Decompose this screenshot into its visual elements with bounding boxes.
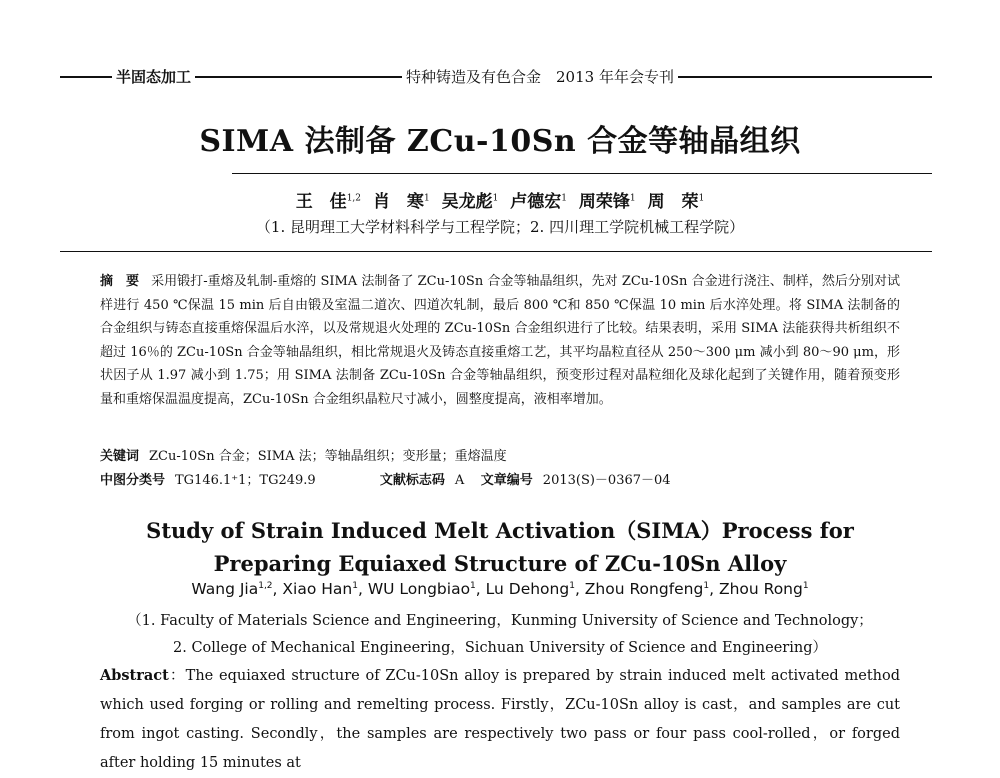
affiliation-en-line2: 2. College of Mechanical Engineering，Sichuan University of Science and Engineering） <box>173 640 827 656</box>
author-en: Lu Dehong$^1$ <box>485 580 575 598</box>
running-header-left: 半固态加工 <box>112 66 195 87</box>
title-en-line2: Preparing Equiaxed Structure of ZCu-10Sn Alloy <box>213 551 787 576</box>
clc-label: 中图分类号 <box>100 473 166 488</box>
author-list-en: Wang Jia$^{1,2}$, Xiao Han$^1$, WU Longbiao$^1$, Lu Dehong$^1$, Zhou Rongfeng$^1$, Zhou Rong$^1$ <box>191 580 809 598</box>
author-cn: 肖 寒$^1$ <box>372 192 430 212</box>
author-en: Zhou Rong$^1$ <box>718 580 809 598</box>
article-number-value: 2013(S)－0367－04 <box>542 473 671 488</box>
author-list-cn <box>0 187 1000 212</box>
abstract-en <box>100 661 900 778</box>
author-cn: 吴龙彪$^1$ <box>441 192 499 212</box>
doc-code-label: 文献标志码 <box>379 473 445 488</box>
paper-title-en <box>0 514 1000 580</box>
doc-code-value: A <box>454 473 465 488</box>
running-header-right: 特种铸造及有色合金 2013 年年会专刊 <box>402 66 678 87</box>
author-en: Xiao Han$^1$ <box>282 580 358 598</box>
affiliation-divider <box>60 251 932 252</box>
affiliation-en-line1: （1. Faculty of Materials Science and Engineering，Kunming University of Science and Technology； <box>127 613 873 629</box>
abstract-cn-label: 摘 要 <box>100 274 140 289</box>
article-number-label: 文章编号 <box>480 473 533 488</box>
author-cn: 周 荣$^1$ <box>647 192 705 212</box>
abstract-cn-text: 采用锻打-重熔及轧制-重熔的 SIMA 法制备了 ZCu-10Sn 合金等轴晶组织，先对 ZCu-10Sn 合金进行浇注、制样，然后分别对试样进行 450 ℃保温 15 min 后自由锻及室温二道次、四道次轧制，最后 800 ℃和 850 ℃保温 10 min 后水淬处理。将 SIMA 法制备的合金组织与铸态直接重熔保温后水淬，以及常规退火处理的 ZCu-10Sn 合金组织进行了比较。结果表明，采用 SIMA 法能获得共析组织不超过 16％的 ZCu-10Sn 合金等轴晶组织，相比常规退火及铸态直接重熔工艺，其平均晶粒直径从 250～300 μm 减小到 80～90 μm，形状因子从 1.97 减小到 1.75；用 SIMA 法制备 ZCu-10Sn 合金等轴晶组织，预变形过程对晶粒细化及球化起到了关键作用，随着预变形量和重熔保温温度提高，ZCu-10Sn 合金组织晶粒尺寸减小，圆整度提高，液相率增加。 <box>100 274 900 407</box>
keywords-text: ZCu-10Sn 合金；SIMA 法；等轴晶组织；变形量；重熔温度 <box>149 449 507 464</box>
abstract-en-label: Abstract <box>100 667 169 684</box>
clc-value: TG146.1⁺1；TG249.9 <box>175 473 316 488</box>
keywords-cn <box>100 445 507 464</box>
author-en: Wang Jia$^{1,2}$ <box>191 580 273 598</box>
title-divider <box>232 173 932 174</box>
author-cn: 王 佳$^{1,2}$ <box>295 192 362 212</box>
author-cn: 卢德宏$^1$ <box>510 192 567 212</box>
paper-title-cn: SIMA 法制备 ZCu-10Sn 合金等轴晶组织 <box>199 124 801 159</box>
abstract-en-text: ：The equiaxed structure of ZCu-10Sn alloy is prepared by strain induced melt activated method which used forging or rolling and remelting process. Firstly，ZCu-10Sn alloy is cast，and samples are cut from ingot casting. Secondly，the samples are respectively two pass or four pass cool-rolled，or forged after holding 15 minutes at <box>100 668 900 771</box>
title-en-line1: Study of Strain Induced Melt Activation（SIMA）Process for <box>146 518 854 543</box>
author-en: WU Longbiao$^1$ <box>367 580 476 598</box>
keywords-label: 关键词 <box>100 449 140 464</box>
author-en: Zhou Rongfeng$^1$ <box>584 580 710 598</box>
abstract-cn <box>100 270 900 412</box>
classification-line <box>100 469 671 488</box>
affiliation-cn: （1. 昆明理工大学材料科学与工程学院；2. 四川理工学院机械工程学院） <box>255 218 745 236</box>
author-cn: 周荣锋$^1$ <box>578 192 636 212</box>
